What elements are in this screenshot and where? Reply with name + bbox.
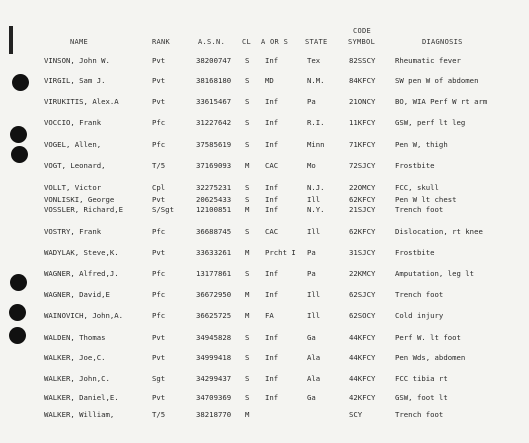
cell-rank: Pvt (152, 56, 166, 65)
cell-rank: Pfc (152, 311, 166, 320)
cell-state: Ill (307, 311, 321, 320)
header-cl: CL (242, 38, 252, 46)
cell-aors: Inf (265, 290, 279, 299)
cell-state: Tex (307, 56, 321, 65)
table-row (0, 140, 529, 154)
cell-cl: M (245, 161, 250, 170)
cell-asn: 36688745 (196, 227, 232, 236)
cell-cl: M (245, 290, 250, 299)
cell-aors: Inf (265, 97, 279, 106)
cell-aors: FA (265, 311, 274, 320)
cell-rank: Pfc (152, 290, 166, 299)
cell-diag: FCC, skull (395, 183, 439, 192)
cell-code: 72SJCY (349, 161, 376, 170)
cell-diag: Trench foot (395, 205, 444, 214)
cell-code: 44KFCY (349, 374, 376, 383)
cell-asn: 36672950 (196, 290, 232, 299)
cell-name: VOGEL, Allen, (44, 140, 102, 149)
cell-aors: Inf (265, 333, 279, 342)
cell-aors: Inf (265, 353, 279, 362)
cell-code: 11KFCY (349, 118, 376, 127)
cell-code: 44KFCY (349, 333, 376, 342)
cell-asn: 20625433 (196, 195, 232, 204)
cell-cl: M (245, 311, 250, 320)
cell-cl: M (245, 248, 250, 257)
table-row (0, 374, 529, 388)
cell-cl: M (245, 205, 250, 214)
cell-rank: Pvt (152, 97, 166, 106)
cell-rank: Pfc (152, 118, 166, 127)
cell-asn: 34999418 (196, 353, 232, 362)
cell-name: VONLISKI, George (44, 195, 115, 204)
cell-code: 84KFCY (349, 76, 376, 85)
cell-rank: Pfc (152, 227, 166, 236)
table-row (0, 118, 529, 132)
cell-asn: 32275231 (196, 183, 232, 192)
cell-diag: Rheumatic fever (395, 56, 461, 65)
cell-diag: Cold injury (395, 311, 444, 320)
cell-asn: 13177861 (196, 269, 232, 278)
cell-aors: Inf (265, 195, 279, 204)
header-a-or-s: A OR S (261, 38, 289, 46)
cell-rank: Sgt (152, 374, 166, 383)
cell-code: 71KFCY (349, 140, 376, 149)
cell-aors: MD (265, 76, 274, 85)
cell-diag: SW pen W of abdomen (395, 76, 479, 85)
cell-name: VIRUKITIS, Alex.A (44, 97, 119, 106)
table-row (0, 393, 529, 407)
cell-name: VOLLT, Victor (44, 183, 102, 192)
cell-aors: Prcht I (265, 248, 296, 257)
table-row (0, 97, 529, 111)
cell-diag: Dislocation, rt knee (395, 227, 483, 236)
cell-code: 62SOCY (349, 311, 376, 320)
cell-asn: 38200747 (196, 56, 232, 65)
cell-state: Ga (307, 393, 316, 402)
cell-diag: Pen Wds, abdomen (395, 353, 466, 362)
cell-diag: Pen W lt chest (395, 195, 457, 204)
cell-asn: 31227642 (196, 118, 232, 127)
cell-name: WAINOVICH, John,A. (44, 311, 124, 320)
header-diagnosis: DIAGNOSIS (422, 38, 463, 46)
cell-diag: Frostbite (395, 161, 435, 170)
cell-state: Minn (307, 140, 325, 149)
cell-state: Ala (307, 353, 321, 362)
cell-cl: S (245, 333, 250, 342)
cell-diag: Frostbite (395, 248, 435, 257)
table-row (0, 311, 529, 325)
cell-name: WALKER, William, (44, 410, 115, 419)
cell-rank: T/5 (152, 410, 166, 419)
cell-code: 31SJCY (349, 248, 376, 257)
cell-name: WADYLAK, Steve,K. (44, 248, 119, 257)
cell-name: WAGNER, Alfred,J. (44, 269, 119, 278)
cell-state: N.J. (307, 183, 325, 192)
cell-state: Ill (307, 227, 321, 236)
cell-name: VIRGIL, Sam J. (44, 76, 106, 85)
cell-rank: Pfc (152, 140, 166, 149)
cell-asn: 34299437 (196, 374, 232, 383)
cell-cl: S (245, 393, 250, 402)
cell-rank: Pfc (152, 269, 166, 278)
cell-diag: Pen W, thigh (395, 140, 448, 149)
cell-aors: Inf (265, 140, 279, 149)
cell-aors: CAC (265, 227, 279, 236)
cell-cl: S (245, 374, 250, 383)
cell-asn: 38218770 (196, 410, 232, 419)
cell-state: Pa (307, 248, 316, 257)
cell-diag: GSW, foot lt (395, 393, 448, 402)
cell-cl: S (245, 183, 250, 192)
cell-name: VINSON, John W. (44, 56, 110, 65)
table-row (0, 227, 529, 241)
cell-diag: Amputation, leg lt (395, 269, 475, 278)
table-row (0, 410, 529, 424)
cell-name: WAGNER, David,E (44, 290, 110, 299)
cell-cl: S (245, 97, 250, 106)
cell-state: Ala (307, 374, 321, 383)
cell-code: 22OMCY (349, 183, 376, 192)
margin-mark (9, 26, 13, 54)
cell-aors: Inf (265, 269, 279, 278)
cell-rank: Pvt (152, 393, 166, 402)
header-symbol: SYMBOL (348, 38, 376, 46)
cell-cl: S (245, 56, 250, 65)
cell-cl: S (245, 195, 250, 204)
cell-state: Pa (307, 269, 316, 278)
header-asn: A.S.N. (198, 38, 226, 46)
cell-name: VOSTRY, Frank (44, 227, 102, 236)
table-row (0, 161, 529, 175)
cell-code: 62KFCY (349, 227, 376, 236)
cell-state: N.Y. (307, 205, 325, 214)
cell-aors: Inf (265, 118, 279, 127)
cell-code: 62SJCY (349, 290, 376, 299)
cell-aors: Inf (265, 205, 279, 214)
cell-rank: T/5 (152, 161, 166, 170)
cell-aors: Inf (265, 56, 279, 65)
cell-cl: S (245, 76, 250, 85)
cell-code: 44KFCY (349, 353, 376, 362)
table-row (0, 353, 529, 367)
cell-code: 21ONCY (349, 97, 376, 106)
cell-code: 22KMCY (349, 269, 376, 278)
cell-cl: M (245, 410, 250, 419)
cell-name: VOSSLER, Richard,E (44, 205, 124, 214)
cell-diag: Perf W. lt foot (395, 333, 461, 342)
header-rank: RANK (152, 38, 171, 46)
header-code: CODE (353, 27, 372, 35)
table-row (0, 269, 529, 283)
cell-cl: S (245, 140, 250, 149)
table-row (0, 76, 529, 90)
cell-state: R.I. (307, 118, 325, 127)
cell-cl: S (245, 227, 250, 236)
cell-aors: Inf (265, 374, 279, 383)
cell-code: 42KFCY (349, 393, 376, 402)
cell-cl: S (245, 118, 250, 127)
table-row (0, 290, 529, 304)
cell-cl: S (245, 353, 250, 362)
cell-aors: CAC (265, 161, 279, 170)
cell-rank: S/Sgt (152, 205, 174, 214)
cell-code: 62KFCY (349, 195, 376, 204)
cell-aors: Inf (265, 183, 279, 192)
cell-state: Ill (307, 290, 321, 299)
cell-state: Pa (307, 97, 316, 106)
cell-cl: S (245, 269, 250, 278)
cell-rank: Pvt (152, 353, 166, 362)
cell-rank: Pvt (152, 333, 166, 342)
cell-asn: 37169093 (196, 161, 232, 170)
cell-diag: BO, WIA Perf W rt arm (395, 97, 488, 106)
cell-name: WALKER, Daniel,E. (44, 393, 119, 402)
cell-diag: Trench foot (395, 290, 444, 299)
cell-asn: 33615467 (196, 97, 232, 106)
table-row (0, 248, 529, 262)
cell-asn: 34709369 (196, 393, 232, 402)
cell-code: 82SSCY (349, 56, 376, 65)
cell-state: Ga (307, 333, 316, 342)
cell-rank: Pvt (152, 195, 166, 204)
cell-name: WALKER, John,C. (44, 374, 110, 383)
cell-name: VOGT, Leonard, (44, 161, 106, 170)
table-row (0, 333, 529, 347)
cell-diag: FCC tibia rt (395, 374, 448, 383)
cell-aors: Inf (265, 393, 279, 402)
cell-rank: Pvt (152, 248, 166, 257)
cell-state: Ill (307, 195, 321, 204)
cell-name: WALDEN, Thomas (44, 333, 106, 342)
header-name: NAME (70, 38, 89, 46)
cell-name: VOCCIO, Frank (44, 118, 102, 127)
table-row (0, 205, 529, 219)
cell-asn: 37585619 (196, 140, 232, 149)
cell-diag: Trench foot (395, 410, 444, 419)
table-row (0, 56, 529, 70)
cell-name: WALKER, Joe,C. (44, 353, 106, 362)
cell-code: 21SJCY (349, 205, 376, 214)
cell-asn: 12100851 (196, 205, 232, 214)
cell-state: N.M. (307, 76, 325, 85)
header-state: STATE (305, 38, 328, 46)
cell-diag: GSW, perf lt leg (395, 118, 466, 127)
cell-asn: 34945828 (196, 333, 232, 342)
cell-asn: 36625725 (196, 311, 232, 320)
cell-asn: 38168180 (196, 76, 232, 85)
cell-rank: Pvt (152, 76, 166, 85)
cell-state: Mo (307, 161, 316, 170)
cell-rank: Cpl (152, 183, 166, 192)
cell-asn: 33633261 (196, 248, 232, 257)
cell-code: SCY (349, 410, 363, 419)
